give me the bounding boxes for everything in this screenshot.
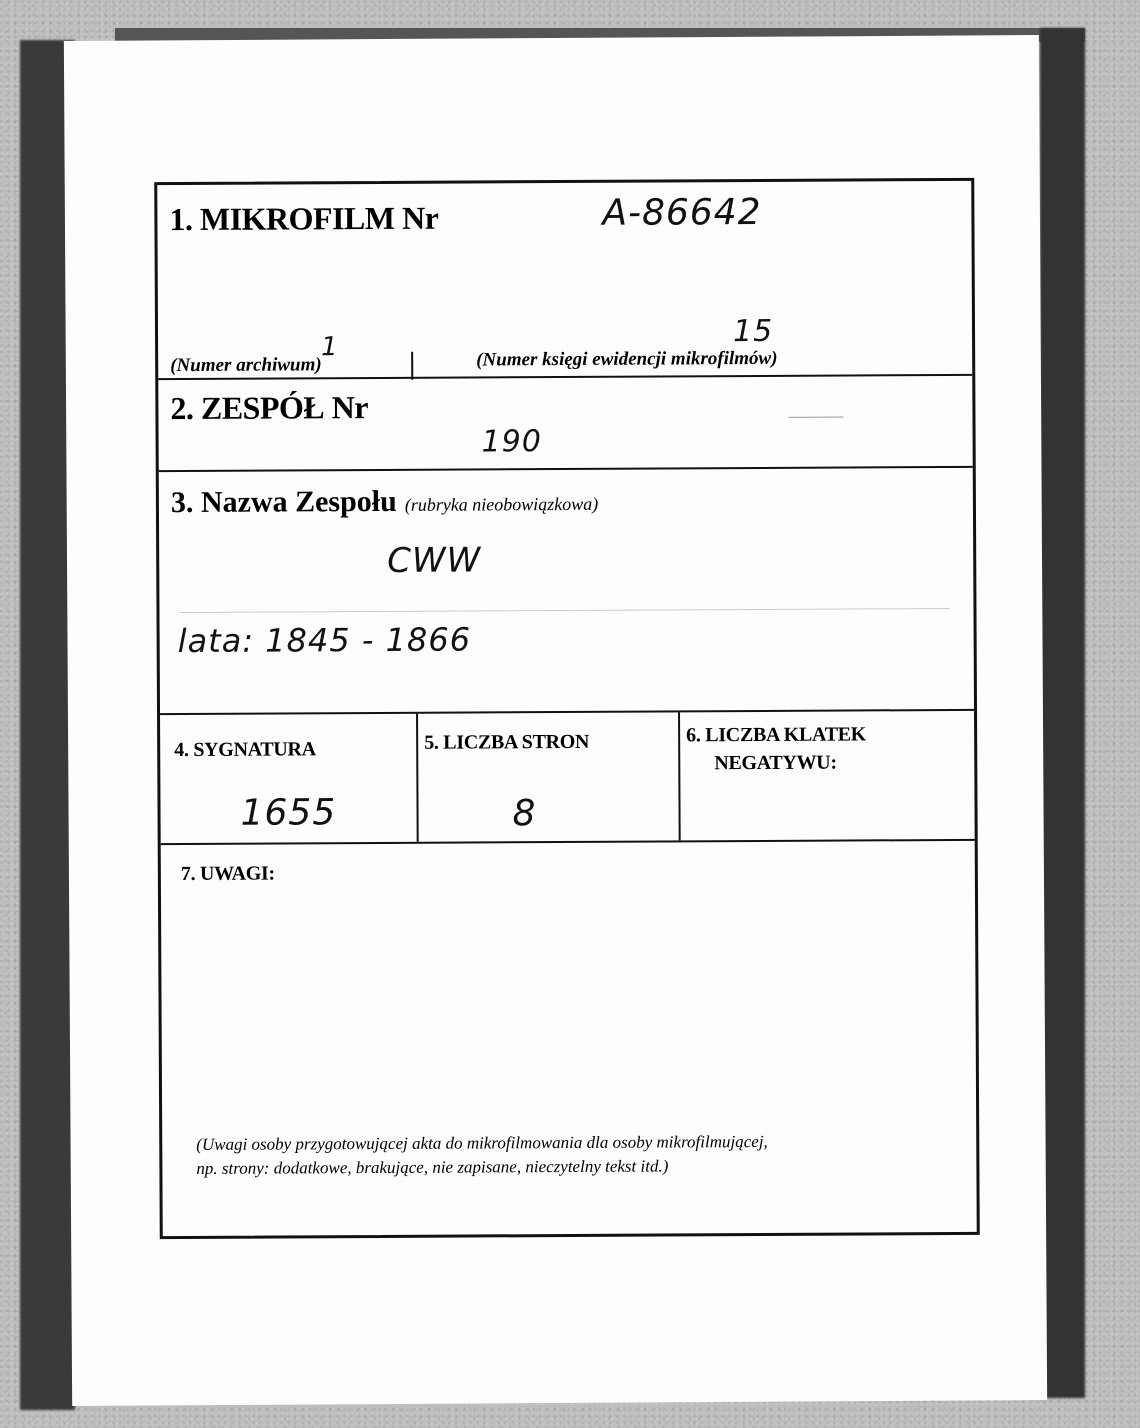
page-count-value: 8 [512,793,537,835]
fonds-name-note: (rubryka nieobowiązkowa) [404,493,599,515]
scan-shadow-right [1040,28,1085,1398]
negative-frames-label-2: NEGATYWU: [714,751,837,775]
section-fonds-name [159,468,974,715]
fonds-years-value: lata: 1845 - 1866 [177,620,472,661]
remarks-label: 7. UWAGI: [180,862,275,886]
microfilm-form [154,178,980,1239]
signature-cell [160,714,417,843]
faint-line [179,608,949,613]
fonds-number-label: 2. ZESPÓŁ Nr [170,389,369,427]
archive-number-value: 1 [321,332,339,363]
negative-frames-label-1: 6. LICZBA KLATEK [686,723,867,747]
page-count-label: 5. LICZBA STRON [424,730,590,754]
archive-number-label: (Numer archiwum) [170,354,322,377]
microfilm-number-value: A-86642 [602,191,762,234]
register-number-label: (Numer księgi ewidencji mikrofilmów) [476,347,778,371]
signature-label: 4. SYGNATURA [174,738,316,762]
register-number-value: 15 [732,313,774,350]
remarks-footnote-line-1: (Uwagi osoby przygotowującej akta do mikrofilmowania dla osoby mikrofilmującej, [196,1131,768,1154]
section-remarks [161,841,977,1236]
section-microfilm-number [157,181,972,380]
page-count-cell [418,712,679,841]
fonds-number-value: 190 [481,424,542,460]
fonds-name-value: CWW [387,540,482,581]
smudge [788,417,843,418]
microfilm-number-label: 1. MIKROFILM Nr [169,199,439,238]
negative-frames-cell [680,711,975,841]
signature-value: 1655 [240,792,337,834]
divider [411,352,413,380]
section-fonds-number [158,376,972,472]
fonds-name-label: 3. Nazwa Zespołu [170,484,397,520]
remarks-footnote-line-2: np. strony: dodatkowe, brakujące, nie zapisane, nieczytelny tekst itd.) [196,1156,669,1178]
section-details-row [160,711,975,845]
